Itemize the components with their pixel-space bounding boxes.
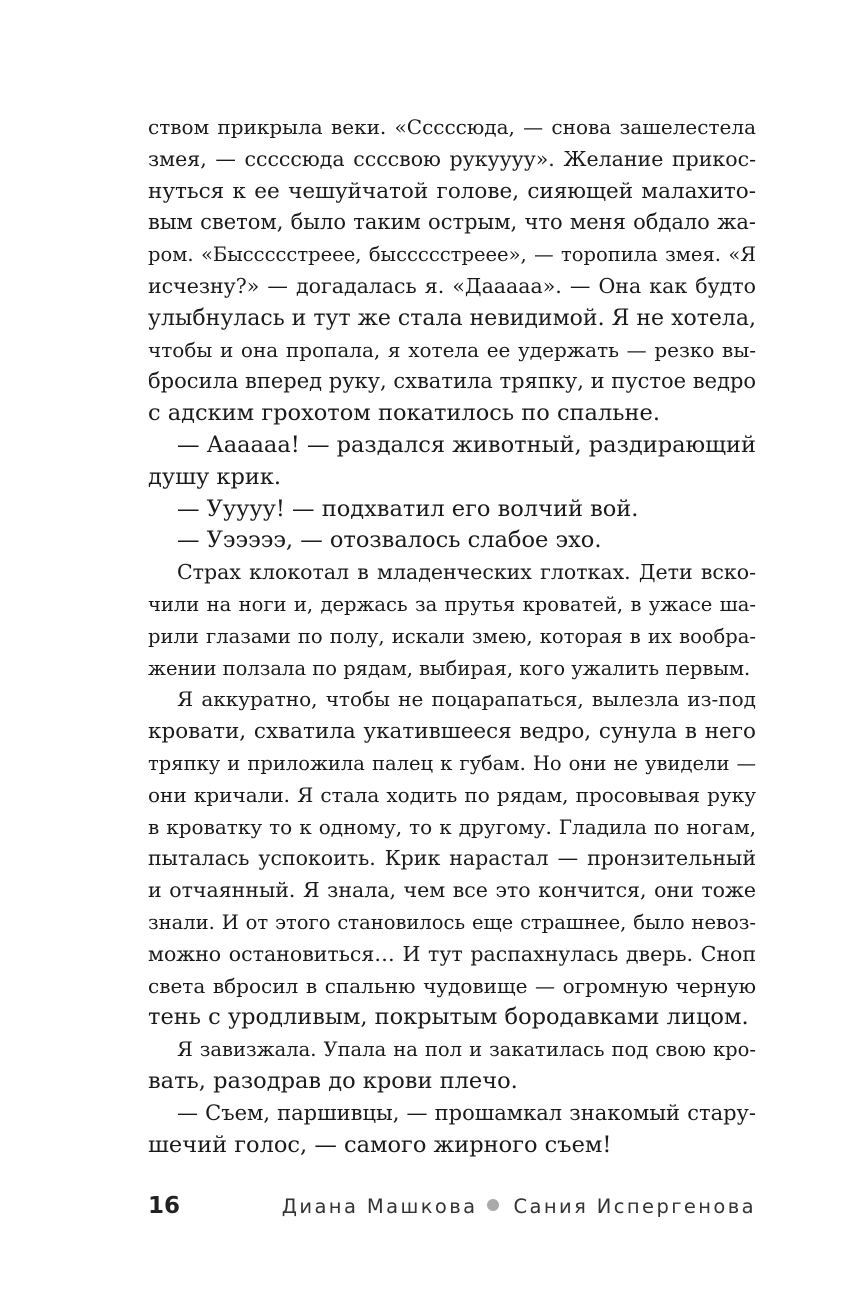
paragraph [148,525,756,557]
paragraph [148,684,756,1034]
text-line: душу крик. [148,463,282,490]
text-line: вать, разодрав до крови плечо. [148,1067,518,1094]
text-line: знали. И от этого становилось еще страшнее, было невоз- [148,910,756,934]
text-line: с адским грохотом покатилось по спальне. [148,400,660,427]
paragraph [148,1034,756,1098]
text-line: жении ползала по рядам, выбирая, кого ужалить первым. [148,656,751,680]
paragraph [148,494,756,526]
text-line: чили на ноги и, держась за прутья кроватей, в ужасе ша- [148,592,756,616]
text-line: чтобы и она пропала, я хотела ее удержать — резко вы- [148,337,756,362]
text-line: Страх клокотал в младенческих глотках. Дети вско- [177,560,756,585]
text-line: улыбнулась и тут же стала невидимой. Я не хотела, [148,305,756,331]
text-line: можно остановиться… И тут распахнулась дверь. Сноп [148,941,756,966]
text-line: — Уэээээ, — отозвалось слабое эхо. [177,527,602,554]
text-line: ством прикрыла веки. «Сссссюда, — снова зашелестела [148,115,756,139]
text-line: вым светом, было таким острым, что меня обдало жа- [148,210,756,235]
text-line: змея, — сссссюда ссссвою рукуууу». Желание прикос- [148,146,756,171]
text-line: — Аааааа! — раздался животный, раздирающий [177,431,757,458]
text-line: и отчаянный. Я знала, чем все это кончится, они тоже [148,878,756,903]
text-line: света вбросил в спальню чудовище — огромную черную [148,973,756,998]
text-line: нуться к ее чешуйчатой голове, сияющей малахито- [148,178,756,204]
book-text [148,112,756,1161]
text-line: кровати, схватила укатившееся ведро, сунула в него [148,719,756,745]
text-line: — Ууууу! — подхватил его волчий вой. [177,495,639,522]
text-line: тряпку и приложила палец к губам. Но они не увидели — [148,751,756,775]
text-line: исчезну?» — догадалась я. «Дааааа». — Она как будто [148,273,756,298]
running-footer-authors [282,1195,756,1218]
author-name: Сания Испергенова [513,1195,756,1218]
paragraph [148,1098,756,1162]
text-line: шечий голос, — самого жирного съем! [148,1131,612,1158]
page-number: 16 [148,1193,181,1219]
paragraph [148,557,756,684]
text-line: — Съем, паршивцы, — прошамкал знакомый стару- [177,1100,756,1125]
text-line: ром. «Быссссстреее, быссссстреее», — торопила змея. «Я [148,243,756,267]
text-line: Я завизжала. Упала на пол и закатилась под свою кро- [177,1038,756,1062]
author-name: Диана Машкова [281,1195,478,1218]
text-line: тень с уродливым, покрытым бородавками лицом. [148,1004,749,1031]
text-line: они кричали. Я стала ходить по рядам, просовывая руку [148,782,756,807]
text-line: бросила вперед руку, схватила тряпку, и пустое ведро [148,369,757,394]
separator-dot-icon [487,1199,499,1211]
text-line: рили глазами по полу, искали змею, которая в их вообра- [148,624,756,648]
page-footer [148,1193,756,1225]
text-line: Я аккуратно, чтобы не поцарапаться, вылезла из-под [177,687,756,712]
paragraph [148,112,756,430]
paragraph [148,430,756,494]
text-line: пыталась успокоить. Крик нарастал — пронзительный [148,846,756,871]
text-line: в кроватку то к одному, то к другому. Гладила по ногам, [148,814,756,839]
